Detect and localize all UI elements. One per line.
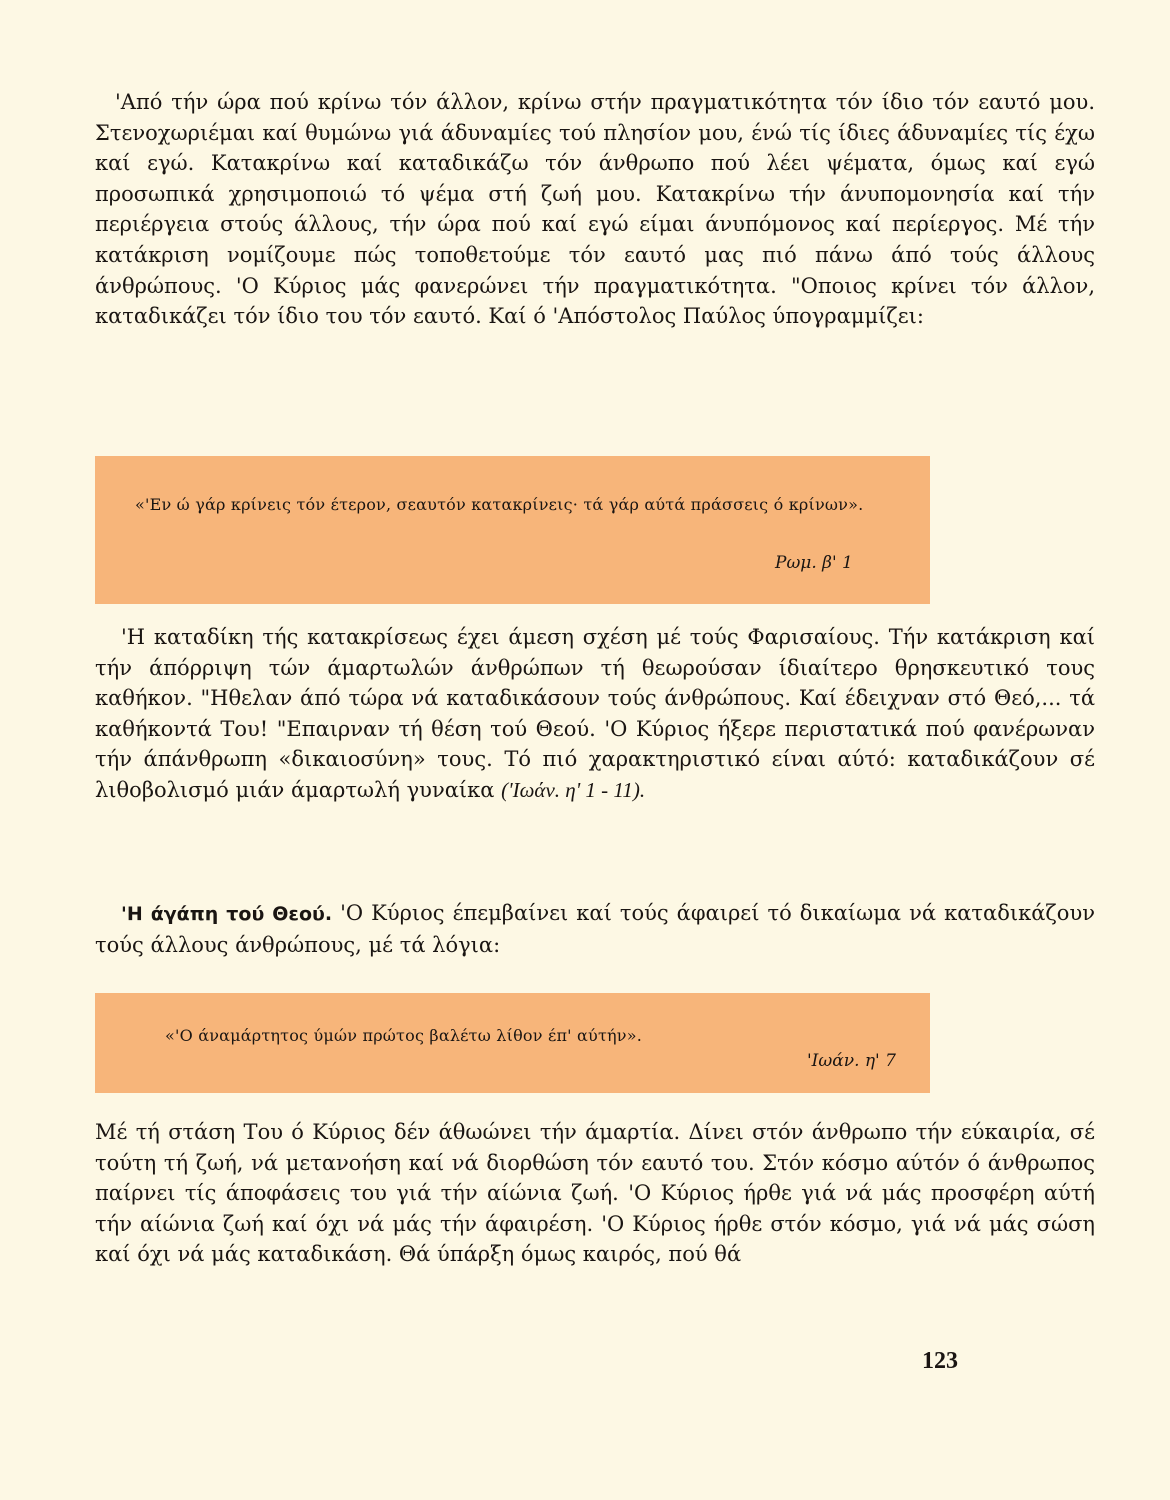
quote-text-2: «'Ο άναμάρτητος ύμών πρώτος βαλέτω λίθον έπ' αύτήν». — [165, 1026, 643, 1045]
quote-reference-1: Ρωμ. β' 1 — [775, 553, 853, 573]
paragraph-3 — [95, 898, 1095, 960]
quote-box-2 — [95, 993, 930, 1093]
quote-box-1 — [95, 456, 930, 604]
section-heading: 'Η άγάπη τού Θεού. — [121, 903, 333, 925]
paragraph-2-citation: ('Ιωάν. η' 1 - 11). — [501, 777, 646, 802]
paragraph-1: 'Από τήν ώρα πού κρίνω τόν άλλον, κρίνω στήν πραγματικότητα τόν ίδιο τόν εαυτό μου. Στενοχωριέμαι καί θυμώνω γιά άδυναμίες τού πλησίον μου, ένώ τίς ίδιες άδυναμίες τίς έχω καί εγώ. Κατακρίνω καί καταδικάζω τόν άνθρωπο πού λέει ψέματα, όμως καί εγώ προσωπικά χρησιμοποιώ τό ψέμα στή ζωή μου. Κατακρίνω τήν άνυπομονησία καί τήν περιέργεια στούς άλλους, τήν ώρα πού καί εγώ είμαι άνυπόμονος καί περίεργος. Μέ τήν κατάκριση νομίζουμε πώς τοποθετούμε τόν εαυτό μας πιό πάνω άπό τούς άλλους άνθρώπους. 'Ο Κύριος μάς φανερώνει τήν πραγματικότητα. "Οποιος κρίνει τόν άλλον, καταδικάζει τόν ίδιο του τόν εαυτό. Καί ό 'Απόστολος Παύλος ύπογραμμίζει: — [95, 90, 1095, 329]
page-number: 123 — [922, 1348, 958, 1374]
paragraph-2 — [95, 622, 1095, 806]
quote-text-1: «'Εν ώ γάρ κρίνεις τόν έτερον, σεαυτόν κατακρίνεις· τά γάρ αύτά πράσσεις ό κρίνων». — [135, 495, 864, 514]
paragraph-4: Μέ τή στάση Του ό Κύριος δέν άθωώνει τήν άμαρτία. Δίνει στόν άνθρωπο τήν εύκαιρία, σέ τούτη τή ζωή, νά μετανοήση καί νά διορθώση τόν εαυτό του. Στόν κόσμο αύτόν ό άνθρωπος παίρνει τίς άποφάσεις του γιά τήν αίώνια ζωή. 'Ο Κύριος ήρθε γιά νά μάς προσφέρη αύτή τήν αίώνια ζωή καί όχι νά μάς τήν άφαιρέση. 'Ο Κύριος ήρθε στόν κόσμο, γιά νά μάς σώση καί όχι νά μάς καταδικάση. Θά ύπάρξη όμως καιρός, πού θά — [95, 1120, 1095, 1267]
paragraph-3-text: 'Ο Κύριος έπεμβαίνει καί τούς άφαιρεί τό δικαίωμα νά καταδικάζουν τούς άλλους άνθρώπους, μέ τά λόγια: — [95, 901, 1095, 957]
paragraph-2-text: 'Η καταδίκη τής κατακρίσεως έχει άμεση σχέση μέ τούς Φαρισαίους. Τήν κατάκριση καί τήν άπόρριψη τών άμαρτωλών άνθρώπων τή θεωρούσαν ίδιαίτερο θρησκευτικό τους καθήκον. "Ηθελαν άπό τώρα νά καταδικάσουν τούς άνθρώπους. Καί έδειχναν στό Θεό,... τά καθήκοντά Του! "Επαιρναν τή θέση τού Θεού. 'Ο Κύριος ήξερε περιστατικά πού φανέρωναν τήν άπάνθρωπη «δικαιοσύνη» τους. Τό πιό χαρακτηριστικό είναι αύτό: καταδικάζουν σέ λιθοβολισμό μιάν άμαρτωλή γυναίκα — [95, 625, 1095, 802]
quote-reference-2: 'Ιωάν. η' 7 — [807, 1051, 896, 1071]
